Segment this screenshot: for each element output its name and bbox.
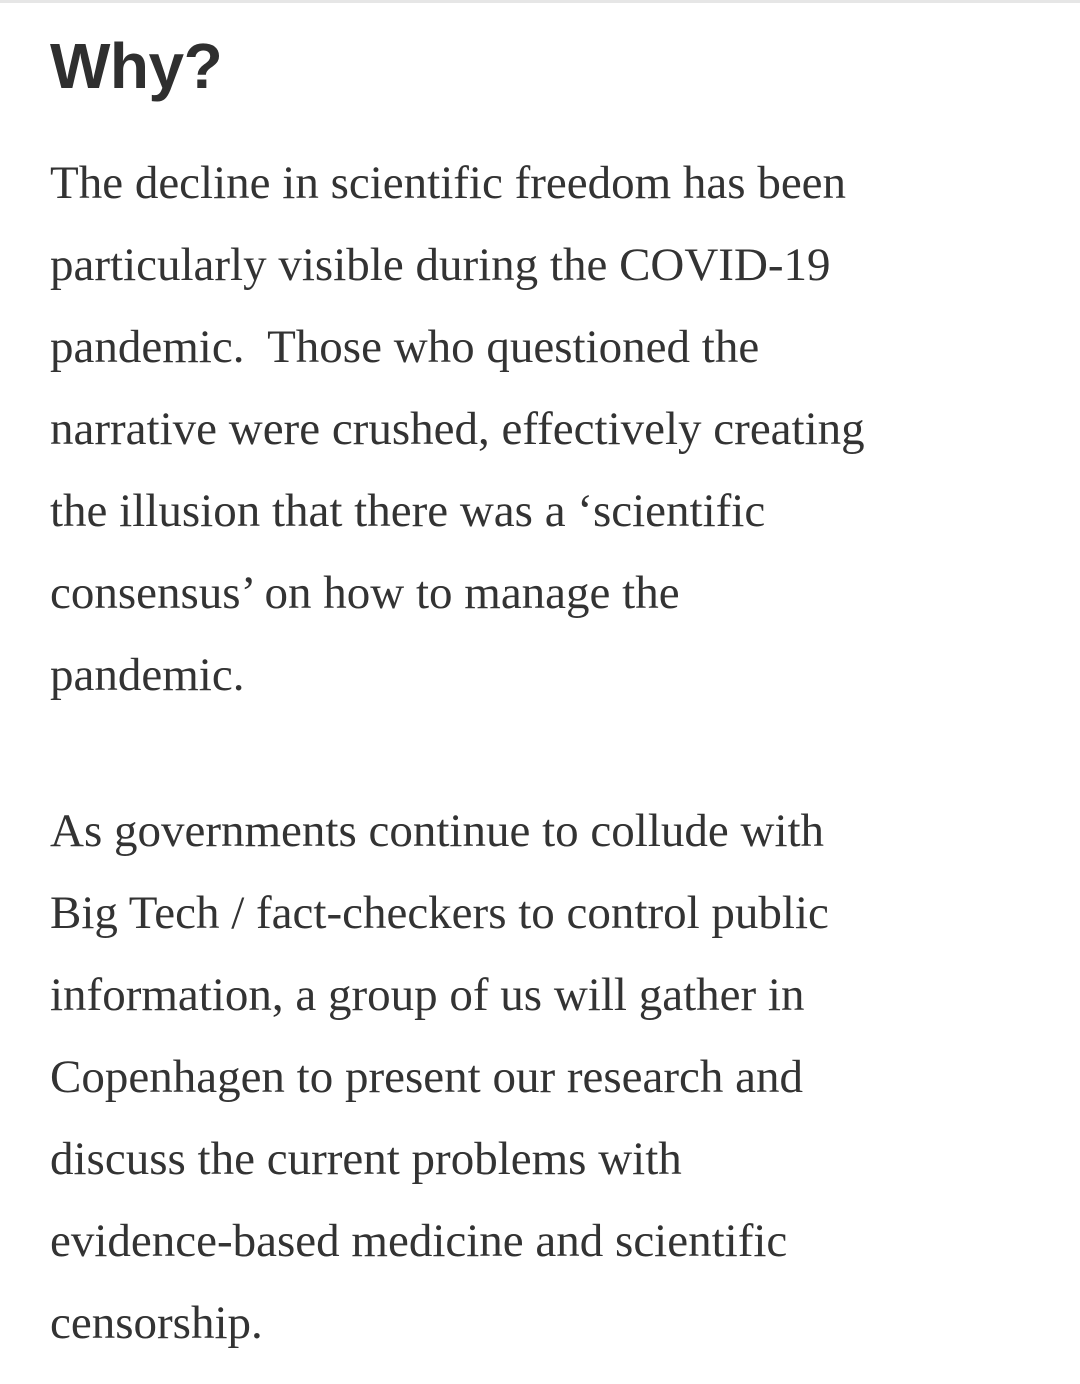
top-divider bbox=[0, 0, 1080, 3]
paragraph-2 bbox=[50, 790, 1050, 1364]
paragraph-line: pandemic. Those who questioned the bbox=[50, 321, 760, 373]
paragraph-line: particularly visible during the COVID-19 bbox=[50, 239, 831, 291]
paragraph-line: discuss the current problems with bbox=[50, 1133, 682, 1185]
paragraph-line: Big Tech / fact-checkers to control public bbox=[50, 887, 829, 939]
paragraph-line: consensus’ on how to manage the bbox=[50, 567, 680, 619]
article-body bbox=[50, 18, 1050, 1364]
paragraph-line: narrative were crushed, effectively creating bbox=[50, 403, 865, 455]
paragraph-1 bbox=[50, 142, 1050, 716]
paragraph-line: Copenhagen to present our research and bbox=[50, 1051, 804, 1103]
paragraph-line: pandemic. bbox=[50, 649, 245, 701]
paragraph-line: As governments continue to collude with bbox=[50, 805, 825, 857]
paragraph-line: evidence-based medicine and scientific bbox=[50, 1215, 788, 1267]
paragraph-line: censorship. bbox=[50, 1297, 263, 1349]
paragraph-line: the illusion that there was a ‘scientific bbox=[50, 485, 766, 537]
section-heading: Why? bbox=[50, 30, 223, 102]
paragraph-line: The decline in scientific freedom has been bbox=[50, 157, 847, 209]
paragraph-line: information, a group of us will gather in bbox=[50, 969, 805, 1021]
